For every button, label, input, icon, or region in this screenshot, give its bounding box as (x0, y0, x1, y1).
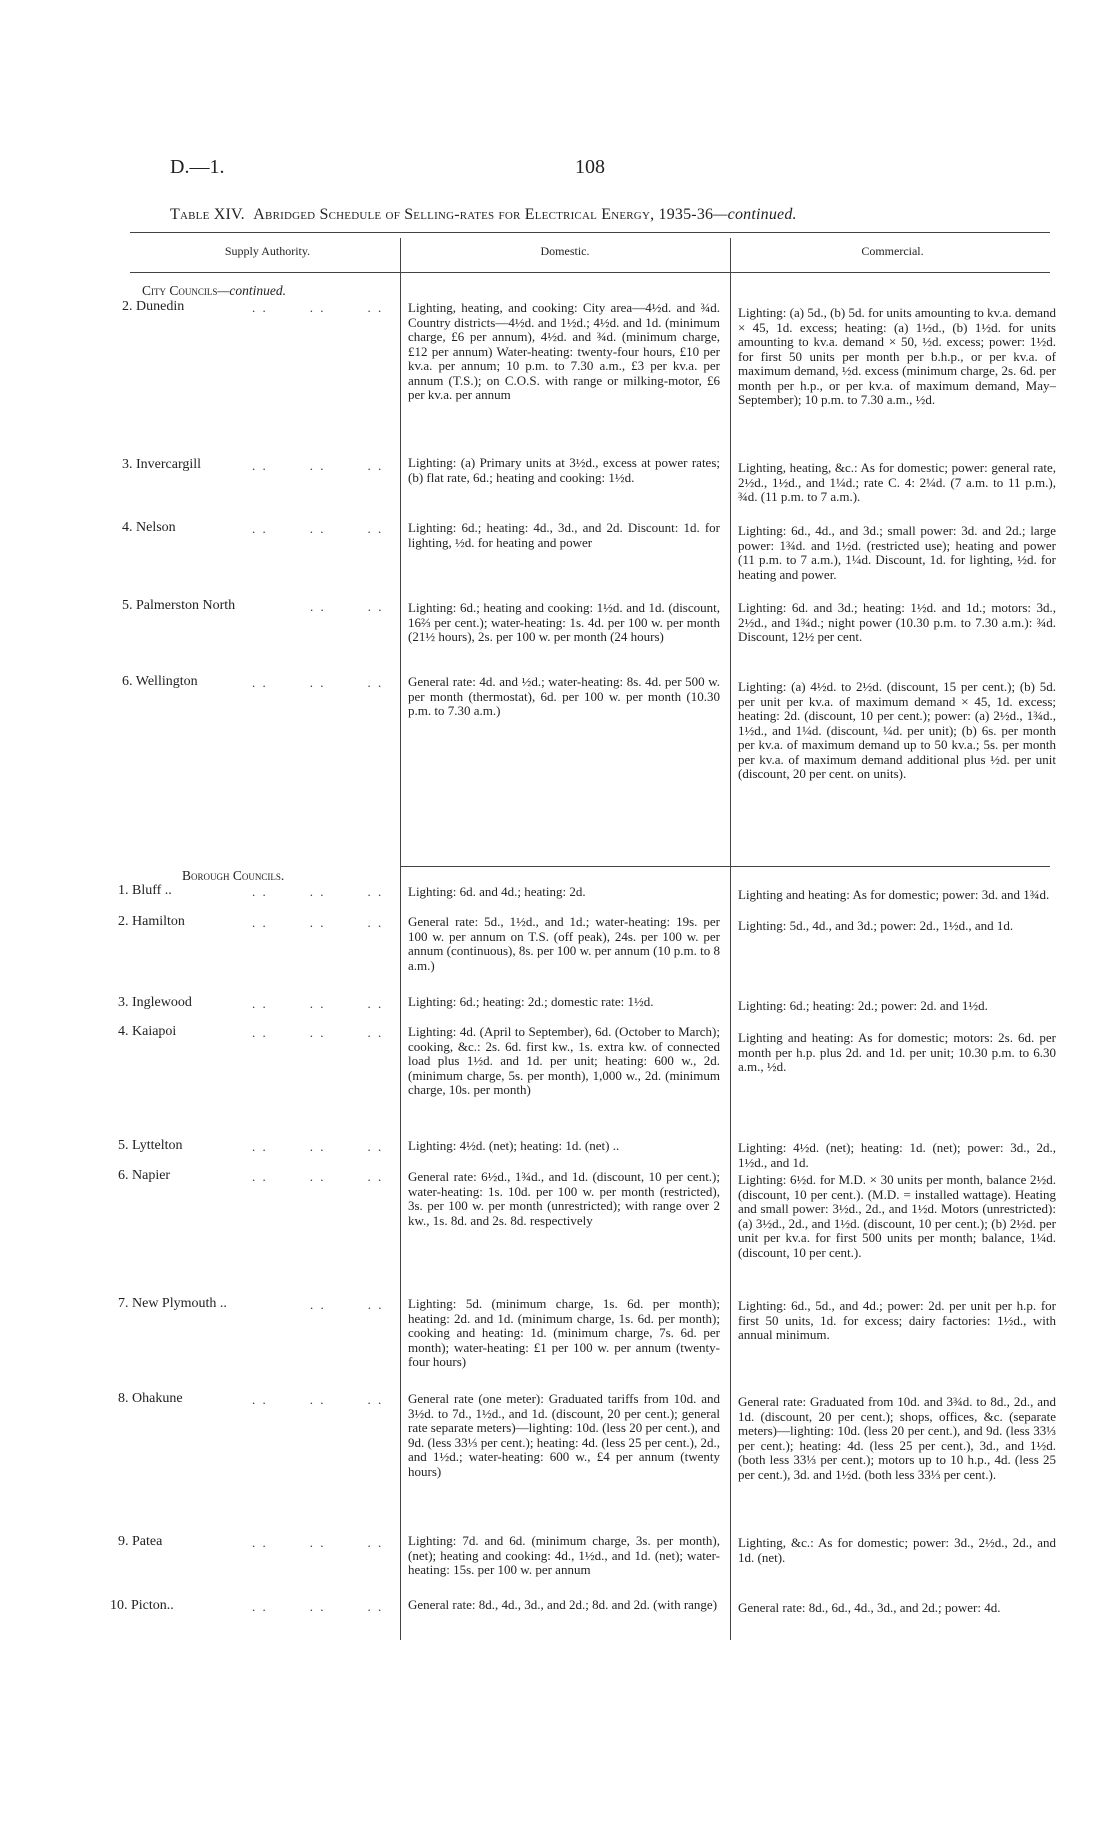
page-number: 108 (575, 156, 605, 178)
leader-dots: . . . . (310, 599, 384, 614)
commercial-rate-cell: General rate: 8d., 6d., 4d., 3d., and 2d.; power: 4d. (738, 1600, 1001, 1615)
authority-name: 2. Hamilton (118, 914, 185, 929)
leader-dots: . . . . . . (252, 884, 384, 899)
domestic-rate-cell: Lighting: 6d.; heating: 4d., 3d., and 2d. Discount: 1d. for lighting, ½d. for heating and power (408, 520, 720, 550)
leader-dots: . . . . . . (252, 1139, 384, 1154)
commercial-rate-cell: Lighting, &c.: As for domestic; power: 3d., 2½d., 2d., and 1d. (net). (738, 1535, 1056, 1565)
commercial-rate-cell: Lighting, heating, &c.: As for domestic; power: general rate, 2½d., 1½d., and 1¼d.; rate C. 4: 2¼d. (7 a.m. to 11 p.m.), ¾d. (11 p.m. to 7 a.m.). (738, 460, 1056, 504)
leader-dots: . . . . . . (252, 675, 384, 690)
domestic-rate-cell: Lighting: 5d. (minimum charge, 1s. 6d. per month); heating: 2d. and 1d. (minimum charge, 1s. 6d. per month); cooking and heating: 1d. (minimum charge, 7s. 6d. per month); water-heating: £1 per 100 w. per annum (twenty-four hours) (408, 1296, 720, 1369)
authority-name: 8. Ohakune (118, 1391, 183, 1406)
table-title-suffix: —continued. (713, 206, 797, 223)
domestic-rate-cell: General rate (one meter): Graduated tariffs from 10d. and 3½d. to 7d., 1½d., and 1d. (discount, 20 per cent.); general rate separate meters)—lighting: 10d. (less 20 per cent.), and 9d. (less 33⅓ per cent.); heating: 4d. (less 25 per cent.), 2d., and 1½d.; water-heating: 600 w., £4 per annum (twenty hours) (408, 1391, 720, 1479)
commercial-rate-cell: Lighting and heating: As for domestic; power: 3d. and 1¾d. (738, 887, 1050, 902)
commercial-rate-cell: Lighting: 6d., 4d., and 3d.; small power: 3d. and 2d.; large power: 1¾d. and 1½d. (restricted use); heating and power (11 p.m. to 7 a.m.), 1¼d. Discount, 1d. for lighting, ½d. for heating and power. (738, 523, 1056, 582)
table-header-rule (130, 272, 1050, 273)
domestic-rate-cell: Lighting: 4d. (April to September), 6d. (October to March); cooking, &c.: 2s. 6d. first kw., 1s. extra kw. of connected load plus 1½d. and 1d. per unit; heating: 600 w., 2d. (minimum charge, 5s. per month), 1,000 w., 2d. (minimum charge, 10s. per month) (408, 1024, 720, 1097)
domestic-rate-cell: General rate: 6½d., 1¾d., and 1d. (discount, 10 per cent.); water-heating: 1s. 10d. per 100 w. per month (restricted), 3s. per 100 w. per month (unrestricted); with range over 2 kw., 1s. 8d. and 2s. 8d. respectively (408, 1169, 720, 1228)
commercial-rate-cell: Lighting: 6d., 5d., and 4d.; power: 2d. per unit per h.p. for first 50 units, 1d. for excess; dairy factories: 1½d., with annual minimum. (738, 1298, 1056, 1342)
domestic-rate-cell: Lighting: 7d. and 6d. (minimum charge, 3s. per month), (net); heating and cooking: 4d., 1½d., and 1d. (net); water-heating: 15s. per 100 w. per annum (408, 1533, 720, 1577)
column-divider-domestic (730, 238, 731, 1640)
authority-name: 1. Bluff .. (118, 883, 172, 898)
authority-name: 5. Lyttelton (118, 1138, 183, 1153)
commercial-rate-cell: Lighting: 4½d. (net); heating: 1d. (net); power: 3d., 2d., 1½d., and 1d. (738, 1140, 1056, 1170)
column-header-commercial: Commercial. (861, 244, 924, 258)
authority-name: 4. Kaiapoi (118, 1024, 177, 1039)
section-city-suffix: —continued. (217, 283, 287, 298)
authority-name: 9. Patea (118, 1534, 163, 1549)
section-heading-city-councils (142, 283, 286, 299)
document-reference: D.—1. (170, 156, 225, 178)
authority-name: 4. Nelson (122, 520, 176, 535)
leader-dots: . . . . . . (252, 1169, 384, 1184)
section-divider-rule (400, 866, 1050, 867)
authority-name: 7. New Plymouth .. (118, 1296, 227, 1311)
domestic-rate-cell: General rate: 8d., 4d., 3d., and 2d.; 8d. and 2d. (with range) (408, 1597, 718, 1612)
leader-dots: . . . . . . (252, 458, 384, 473)
authority-name: 10. Picton.. (110, 1598, 174, 1613)
commercial-rate-cell: Lighting: 6d. and 3d.; heating: 1½d. and 1d.; motors: 3d., 2½d., and 1¾d.; night power (10.30 p.m. to 7.30 a.m.): ¾d. Discount, 12½ per cent. (738, 600, 1056, 644)
authority-name: 6. Wellington (122, 674, 198, 689)
commercial-rate-cell: Lighting: 6d.; heating: 2d.; power: 2d. and 1½d. (738, 998, 988, 1013)
table-title (170, 206, 1010, 224)
leader-dots: . . . . . . (252, 1025, 384, 1040)
leader-dots: . . . . . . (252, 300, 384, 315)
domestic-rate-cell: Lighting: 6d.; heating and cooking: 1½d. and 1d. (discount, 16⅔ per cent.); water-heating: 1s. 4d. per 100 w. per month (21½ hours), 2s. per 100 w. per month (24 hours) (408, 600, 720, 644)
column-header-domestic: Domestic. (540, 244, 590, 258)
commercial-rate-cell: Lighting: (a) 4½d. to 2½d. (discount, 15 per cent.); (b) 5d. per unit per kv.a. of maximum demand × 45, 1d. excess; heating: 2d. (discount, 10 per cent.); power: (a) 2½d., 1¾d., 1½d., and 1¼d. (discount, ¼d. per unit); (b) 6s. per month per kv.a. of maximum demand up to 50 kv.a.; 5s. per month per kv.a. of maximum demand additional plus ½d. per unit (discount, 20 per cent. on units). (738, 679, 1056, 781)
table-top-rule (130, 232, 1050, 233)
section-heading-borough-councils: Borough Councils. (182, 868, 285, 883)
commercial-rate-cell: Lighting: (a) 5d., (b) 5d. for units amounting to kv.a. demand × 45, 1d. excess; heating: (a) 1½d., (b) 1½d. for units amounting to kv.a. demand × 50, ½d. excess; power: 1½d. for first 50 units per month per b.h.p., or per kv.a. of maximum demand, ½d. excess (minimum charge, 2s. 6d. per month per h.p., or per kv.a. of maximum demand, May–September); 10 p.m. to 7.30 a.m., ½d. (738, 305, 1056, 407)
domestic-rate-cell: Lighting: (a) Primary units at 3½d., excess at power rates; (b) flat rate, 6d.; heating and cooking: 1½d. (408, 455, 720, 485)
domestic-rate-cell: Lighting, heating, and cooking: City area—4½d. and ¾d. Country districts—4½d. and 1½d.; 4½d. and 1d. (minimum charge, £6 per annum), 4½d. and ¾d. (minimum charge, £12 per annum) Water-heating: twenty-four hours, £10 per kv.a. per annum; 10 p.m. to 7.30 a.m., £3 per kv.a. per annum (T.S.); on C.O.S. with range or milking-motor, £6 per kv.a. per annum (408, 300, 720, 402)
leader-dots: . . . . (310, 1297, 384, 1312)
authority-name: 3. Invercargill (122, 457, 202, 472)
leader-dots: . . . . . . (252, 1599, 384, 1614)
domestic-rate-cell: General rate: 5d., 1½d., and 1d.; water-heating: 19s. per 100 w. per annum on T.S. (off peak), 24s. per 100 w. per annum (continuous), 8s. per 100 w. per annum (10 p.m. to 8 a.m.) (408, 914, 720, 973)
table-title-text: Abridged Schedule of Selling-rates for Electrical Energy, 1935-36 (253, 206, 714, 223)
leader-dots: . . . . . . (252, 1535, 384, 1550)
domestic-rate-cell: General rate: 4d. and ½d.; water-heating: 8s. 4d. per 500 w. per month (thermostat), 6d. per 100 w. per month (10.30 p.m. to 7.30 a.m.) (408, 674, 720, 718)
table-label: Table XIV. (170, 206, 245, 223)
leader-dots: . . . . . . (252, 521, 384, 536)
authority-name: 3. Inglewood (118, 995, 192, 1010)
commercial-rate-cell: Lighting and heating: As for domestic; motors: 2s. 6d. per month per h.p. plus 2d. and 1d. per unit; 10.30 p.m. to 6.30 a.m., ½d. (738, 1030, 1056, 1074)
column-divider-authority (400, 238, 401, 1640)
column-header-authority: Supply Authority. (224, 244, 311, 258)
commercial-rate-cell: General rate: Graduated from 10d. and 3¾d. to 8d., 2d., and 1d. (discount, 20 per cent.); shops, offices, &c. (separate meters)—lighting: 10d. (less 20 per cent.), and 9d. (less 33⅓ per cent.); heating: 4d. (less 25 per cent.), 3d., and 1½d. (both less 33⅓ per cent.); motors up to 10 h.p., 4d. (less 25 per cent.), 3d. and 1½d. (both less 33⅓ per cent.). (738, 1394, 1056, 1482)
authority-name: 5. Palmerston North (122, 598, 236, 613)
authority-name: 2. Dunedin (122, 299, 185, 314)
leader-dots: . . . . . . (252, 915, 384, 930)
domestic-rate-cell: Lighting: 6d. and 4d.; heating: 2d. (408, 884, 586, 899)
commercial-rate-cell: Lighting: 6½d. for M.D. × 30 units per month, balance 2½d. (discount, 10 per cent.). (M.D. = installed wattage). Heating and small power: 3½d., 2d., and 1½d. Motors (unrestricted): (a) 3½d., 2d., and 1½d. (discount, 10 per cent.); (b) 2½d. per unit per kv.a. for first 500 units per month; balance, 1¼d. (discount, 10 per cent.). (738, 1172, 1056, 1260)
domestic-rate-cell: Lighting: 6d.; heating: 2d.; domestic rate: 1½d. (408, 994, 654, 1009)
leader-dots: . . . . . . (252, 996, 384, 1011)
leader-dots: . . . . . . (252, 1392, 384, 1407)
authority-name: 6. Napier (118, 1168, 171, 1183)
domestic-rate-cell: Lighting: 4½d. (net); heating: 1d. (net) .. (408, 1138, 620, 1153)
section-city-label: City Councils (142, 283, 218, 298)
commercial-rate-cell: Lighting: 5d., 4d., and 3d.; power: 2d., 1½d., and 1d. (738, 918, 1014, 933)
